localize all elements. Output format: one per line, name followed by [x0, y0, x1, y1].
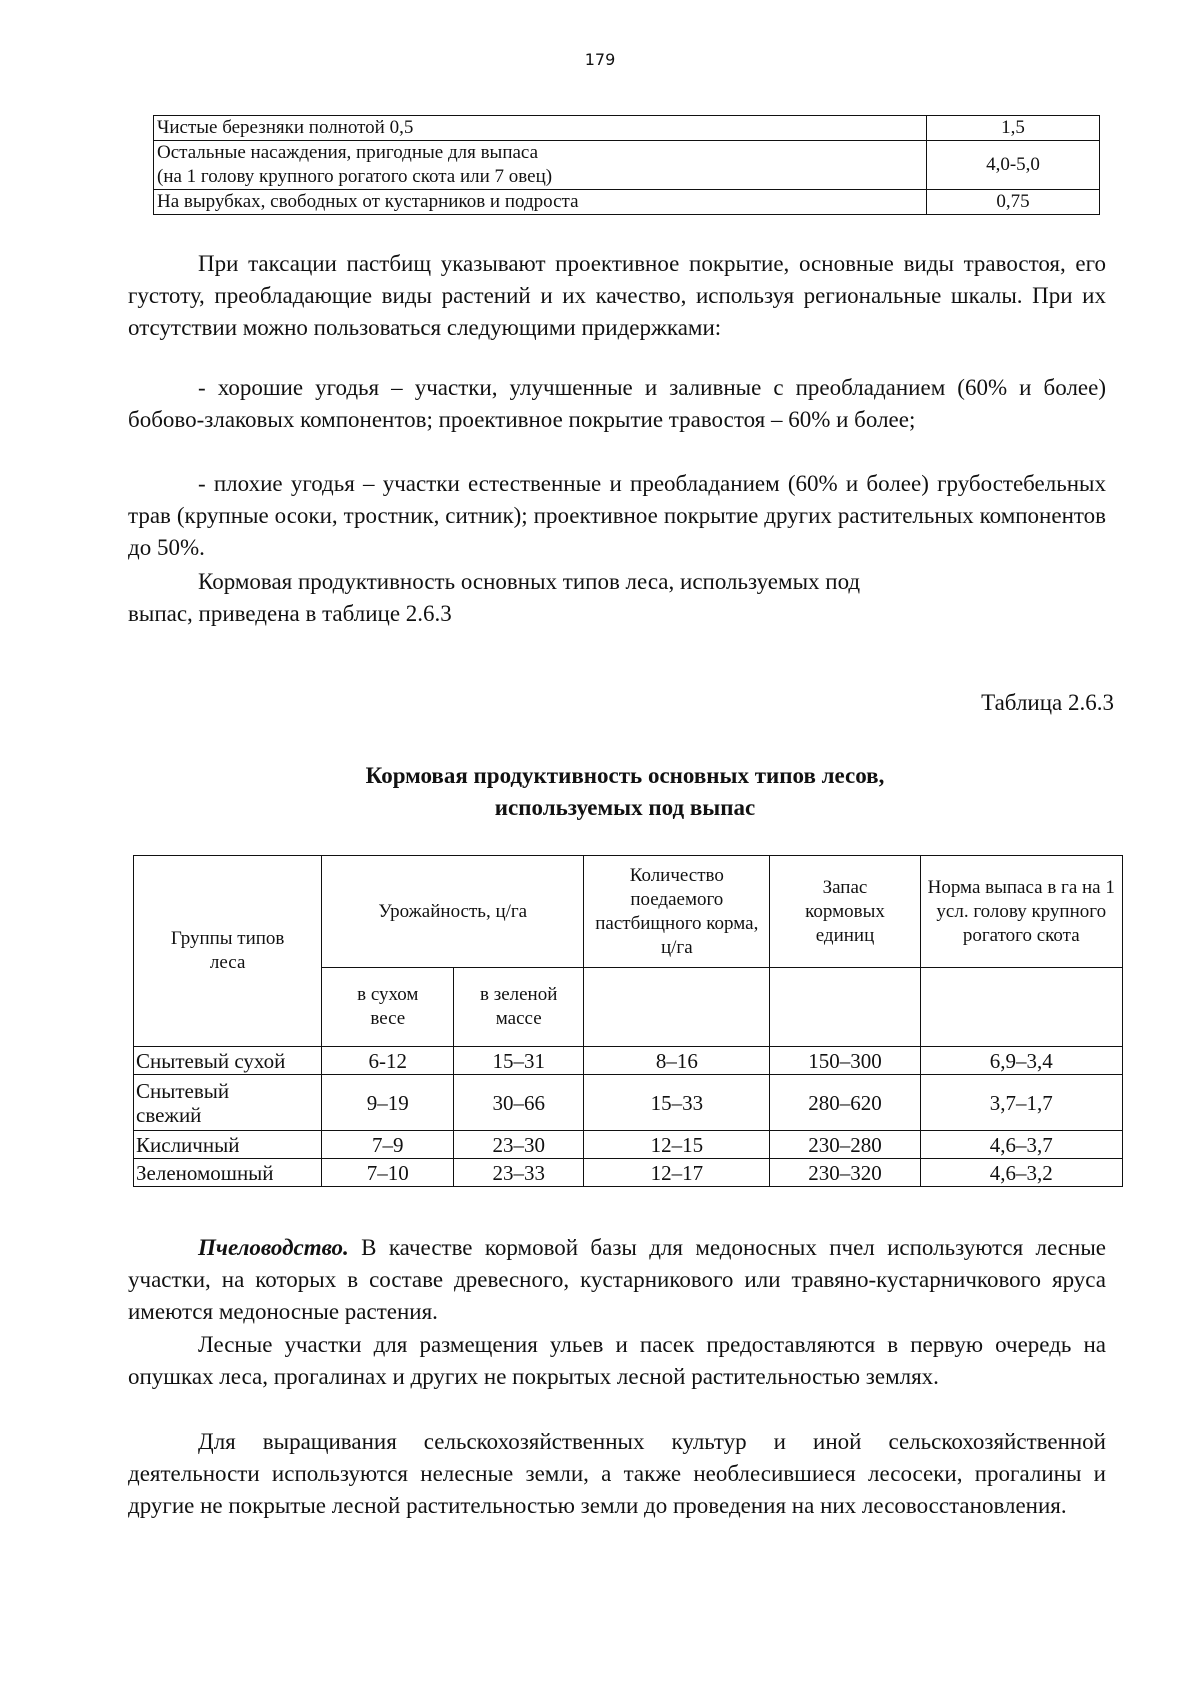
paragraph-line: выпас, приведена в таблице 2.6.3 [128, 601, 452, 626]
paragraph [128, 1232, 1106, 1328]
cell-dry: 7–10 [322, 1159, 454, 1187]
cell-norm: 3,7–1,7 [920, 1075, 1122, 1131]
header-empty [920, 968, 1122, 1047]
table-cell: На вырубках, свободных от кустарников и подроста [154, 190, 927, 215]
cell-norm: 6,9–3,4 [920, 1047, 1122, 1075]
cell-stock: 230–320 [770, 1159, 920, 1187]
main-table [133, 855, 1123, 1187]
table-title-line: используемых под выпас [494, 795, 756, 820]
header-eaten: Количество поедаемого пастбищного корма, ц/га [584, 856, 770, 968]
paragraph: Для выращивания сельскохозяйственных культур и иной сельскохозяйственной деятельности используются нелесные земли, а также необлесившиеся лесосеки, прогалины и другие не покрытые лесной растительностью земли до проведения на них лесовосстановления. [128, 1429, 1106, 1518]
row-name: Снытевый сухой [134, 1047, 322, 1075]
table-cell: Чистые березняки полнотой 0,5 [154, 116, 927, 141]
cell-eaten: 8–16 [584, 1047, 770, 1075]
paragraph: При таксации пастбищ указывают проективное покрытие, основные виды травостоя, его густоту, преобладающие виды растений и их качество, используя региональные шкалы. При их отсутствии можно пользоваться следующими придержками: [128, 251, 1106, 340]
table-row [154, 116, 1100, 141]
cell-stock: 230–280 [770, 1131, 920, 1159]
paragraph: - плохие угодья – участки естественные и преобладанием (60% и более) грубостебельных трав (крупные осоки, тростник, ситник); проективное покрытие других растительных компонентов до 50%. [128, 471, 1106, 560]
bold-term: Пчеловодство. [198, 1235, 349, 1260]
cell-eaten: 12–17 [584, 1159, 770, 1187]
table-cell: 4,0-5,0 [927, 141, 1100, 190]
cell-line: Остальные насаждения, пригодные для выпаса [157, 142, 539, 163]
header-norm: Норма выпаса в га на 1 усл. голову крупного рогатого скота [920, 856, 1122, 968]
page-number: 179 [584, 50, 616, 69]
table-cell [154, 141, 927, 190]
cell-green: 15–31 [454, 1047, 584, 1075]
table-row [154, 141, 1100, 190]
header-dry: в сухом весе [322, 968, 454, 1047]
paragraph: - хорошие угодья – участки, улучшенные и заливные с преобладанием (60% и более) бобово-злаковых компонентов; проективное покрытие травостоя – 60% и более; [128, 375, 1106, 432]
cell-dry: 6-12 [322, 1047, 454, 1075]
header-yield: Урожайность, ц/га [322, 856, 584, 968]
cell-line: (на 1 голову крупного рогатого скота или 7 овец) [157, 166, 553, 187]
cell-green: 30–66 [454, 1075, 584, 1131]
header-row [134, 856, 1123, 968]
header-empty [770, 968, 920, 1047]
header-green: в зеленой массе [454, 968, 584, 1047]
cell-eaten: 12–15 [584, 1131, 770, 1159]
table-row [134, 1075, 1123, 1131]
paragraph [128, 566, 1068, 630]
cell-norm: 4,6–3,7 [920, 1131, 1122, 1159]
table-cell: 0,75 [927, 190, 1100, 215]
header-group: Группы типов леса [134, 856, 322, 1047]
header-empty [584, 968, 770, 1047]
paragraph: Лесные участки для размещения ульев и пасек предоставляются в первую очередь на опушках леса, прогалинах и других не покрытых лесной растительностью землях. [128, 1332, 1106, 1389]
header-stock: Запас кормовых единиц [770, 856, 920, 968]
row-name: Зеленомошный [134, 1159, 322, 1187]
row-name: Снытевый свежий [134, 1075, 322, 1131]
table-row [134, 1159, 1123, 1187]
table-title [0, 760, 1200, 824]
cell-dry: 7–9 [322, 1131, 454, 1159]
table-row [134, 1131, 1123, 1159]
row-name: Кисличный [134, 1131, 322, 1159]
cell-eaten: 15–33 [584, 1075, 770, 1131]
cell-green: 23–30 [454, 1131, 584, 1159]
cell-stock: 150–300 [770, 1047, 920, 1075]
paragraph-text: В качестве кормовой базы для медоносных пчел используются лесные участки, на которых в составе древесного, кустарникового или травяно-кустарничкового яруса имеются медоносные растения. [128, 1235, 1106, 1324]
table-row [154, 190, 1100, 215]
paragraph-line: Кормовая продуктивность основных типов леса, используемых под [198, 569, 861, 594]
table-cell: 1,5 [927, 116, 1100, 141]
cell-stock: 280–620 [770, 1075, 920, 1131]
top-table [153, 115, 1100, 215]
cell-green: 23–33 [454, 1159, 584, 1187]
cell-dry: 9–19 [322, 1075, 454, 1131]
table-title-line: Кормовая продуктивность основных типов лесов, [365, 763, 885, 788]
cell-norm: 4,6–3,2 [920, 1159, 1122, 1187]
table-row [134, 1047, 1123, 1075]
table-label: Таблица 2.6.3 [981, 690, 1114, 715]
